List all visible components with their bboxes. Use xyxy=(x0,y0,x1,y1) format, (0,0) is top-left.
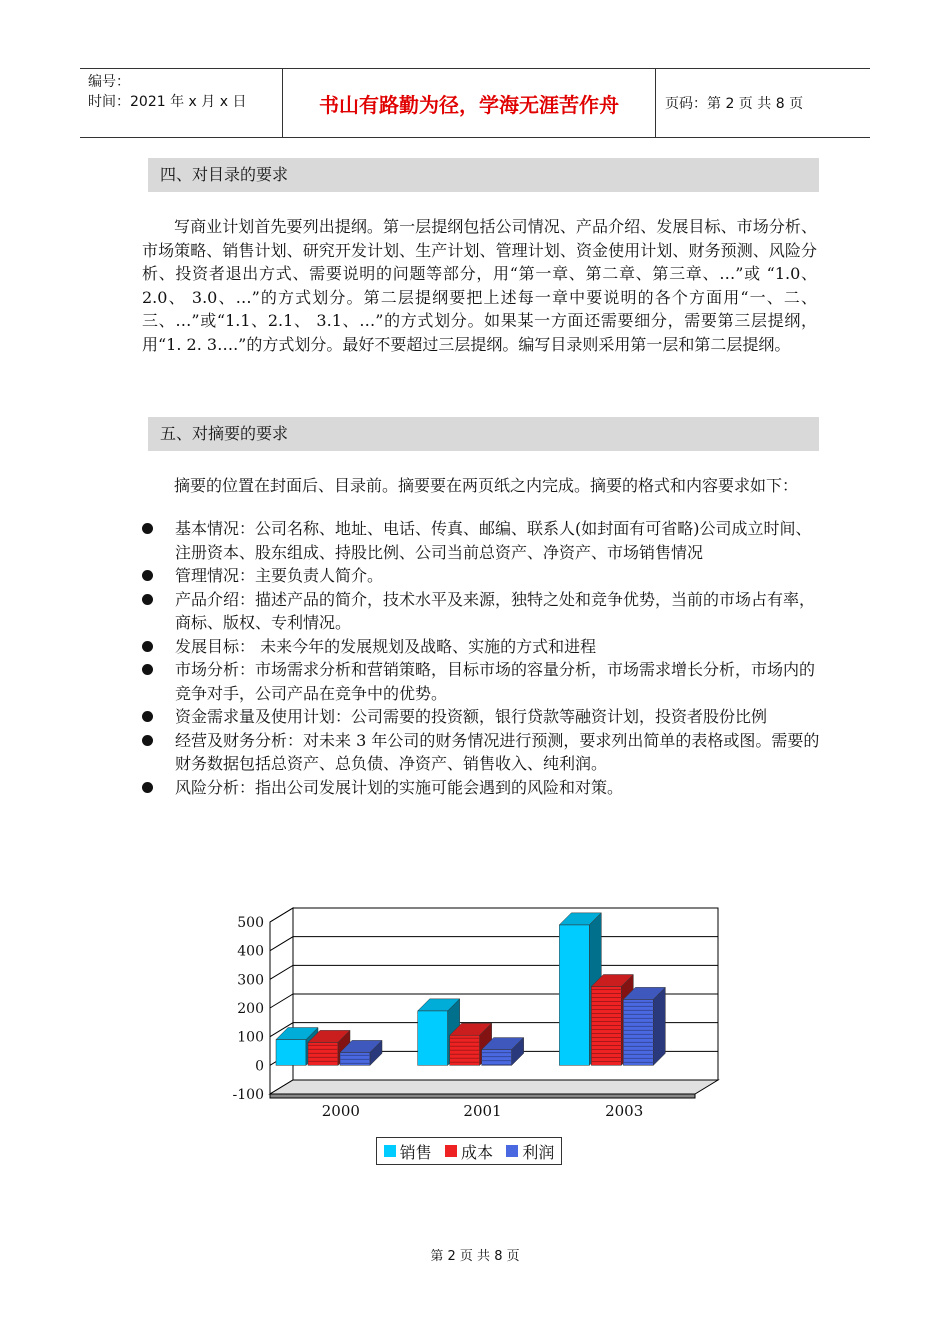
y-tick-label: 400 xyxy=(237,943,264,960)
bar-0-0 xyxy=(276,1040,306,1066)
list-item xyxy=(142,517,822,564)
list-item-key: 资金需求量及使用计划 xyxy=(175,707,336,726)
list-item-key: 产品介绍 xyxy=(175,589,240,609)
chart-floor-edge xyxy=(270,1094,695,1098)
bar-side xyxy=(653,987,665,1065)
legend-item xyxy=(445,1140,493,1163)
y-tick-label: 100 xyxy=(237,1029,264,1046)
list-item xyxy=(142,705,822,729)
y-tick-label: 300 xyxy=(237,972,264,989)
bullet-icon xyxy=(142,711,153,722)
legend-label: 利润 xyxy=(522,1142,555,1162)
page-header xyxy=(80,68,870,138)
bullet-icon xyxy=(142,594,153,605)
bar-2-2 xyxy=(623,999,653,1065)
time-label: 时间：2021 年 x 月 x 日 xyxy=(88,94,247,110)
list-item-text: ：指出公司发展计划的实施可能会遇到的风险和对策。 xyxy=(239,777,624,797)
list-item-key: 风险分析 xyxy=(175,777,240,797)
list-item-key: 管理情况 xyxy=(175,566,240,585)
list-item-text: ：描述产品的简介，技术水平及来源，独特之处和竞争优势，当前的市场占有率，商标、版权、专利情况。 xyxy=(175,589,816,632)
x-tick-label: 2000 xyxy=(321,1102,360,1120)
bullet-icon xyxy=(142,570,153,581)
list-item-text: ：公司需要的投资额，银行贷款等融资计划，投资者股份比例 xyxy=(335,707,768,726)
bullet-icon xyxy=(142,523,153,534)
bar-2-1 xyxy=(482,1050,512,1066)
chart-floor xyxy=(270,1080,718,1094)
header-meta xyxy=(80,69,282,137)
y-tick-label: 0 xyxy=(255,1058,264,1075)
section-5-heading: 五、对摘要的要求 xyxy=(148,417,819,451)
legend-item xyxy=(384,1140,432,1163)
x-tick-label: 2001 xyxy=(463,1102,502,1120)
section-5-intro xyxy=(142,474,817,498)
legend-label: 销售 xyxy=(399,1142,432,1162)
bar-0-1 xyxy=(418,1011,448,1065)
section-5-intro-text: 摘要的位置在封面后、目录前。摘要要在两页纸之内完成。摘要的格式和内容要求如下： xyxy=(174,476,799,495)
x-tick-label: 2003 xyxy=(605,1102,644,1120)
chart-legend xyxy=(376,1137,562,1165)
list-item xyxy=(142,588,822,635)
list-item xyxy=(142,658,822,705)
header-page-code: 页码：第 2 页 共 8 页 xyxy=(665,96,804,112)
header-motto: 书山有路勤为径，学海无涯苦作舟 xyxy=(282,69,656,137)
bullet-icon xyxy=(142,782,153,793)
list-item-text: ： 未来今年的发展规划及战略、实施的方式和进程 xyxy=(239,636,597,656)
legend-item xyxy=(506,1140,554,1163)
list-item-key: 基本情况 xyxy=(175,519,240,538)
legend-swatch xyxy=(445,1145,457,1157)
legend-swatch xyxy=(384,1145,396,1157)
list-item-text: ：市场需求分析和营销策略，目标市场的容量分析，市场需求增长分析，市场内的竞争对手，公司产品在竞争中的优势。 xyxy=(175,660,816,703)
number-label: 编号： xyxy=(88,74,130,90)
bullet-icon xyxy=(142,735,153,746)
list-item-key: 市场分析 xyxy=(175,660,240,679)
summary-requirements-list xyxy=(142,517,822,799)
bullet-icon xyxy=(142,641,153,652)
section-4-paragraph: 写商业计划首先要列出提纲。第一层提纲包括公司情况、产品介绍、发展目标、市场分析、市场策略、销售计划、研究开发计划、生产计划、管理计划、资金使用计划、财务预测、风险分析、投资者退出方式、需要说明的问题等部分，用“第一章、第二章、第三章、…”或 “1.0、2.0、 3.0、…”的方式划分。第二层提纲要把上述每一章中要说明的各个方面用“一、二、三、…”或“1.1、2.1、 3.1、…”的方式划分。如果某一方面还需要细分，需要第三层提纲，用“1. 2. 3….”的方式划分。最好不要超过三层提纲。编写目录则采用第一层和第二层提纲。 xyxy=(142,217,817,354)
list-item-text: ：对未来 3 年公司的财务情况进行预测，要求列出简单的表格或图。需要的财务数据包括总资产、总负债、净资产、销售收入、纯利润。 xyxy=(175,730,820,773)
list-item-key: 经营及财务分析 xyxy=(175,730,288,750)
y-tick-label: 200 xyxy=(237,1001,264,1017)
legend-swatch xyxy=(506,1145,518,1157)
list-item xyxy=(142,635,822,659)
section-4-heading: 四、对目录的要求 xyxy=(148,158,819,192)
page-footer: 第 2 页 共 8 页 xyxy=(430,1249,520,1264)
financial-bar-chart xyxy=(225,900,725,1170)
section-4-body xyxy=(142,215,817,356)
legend-label: 成本 xyxy=(460,1142,493,1162)
y-tick-label: -100 xyxy=(232,1087,264,1103)
list-item xyxy=(142,776,822,800)
list-item-text: ：主要负责人简介。 xyxy=(239,566,384,585)
bar-0-2 xyxy=(559,925,589,1065)
list-item xyxy=(142,729,822,776)
bullet-icon xyxy=(142,664,153,675)
y-tick-label: 500 xyxy=(237,915,264,931)
list-item-key: 发展目标 xyxy=(175,636,240,656)
list-item xyxy=(142,564,822,588)
list-item-text: ：公司名称、地址、电话、传真、邮编、联系人(如封面有可省略)公司成立时间、注册资本、股东组成、持股比例、公司当前总资产、净资产、市场销售情况 xyxy=(175,519,812,562)
